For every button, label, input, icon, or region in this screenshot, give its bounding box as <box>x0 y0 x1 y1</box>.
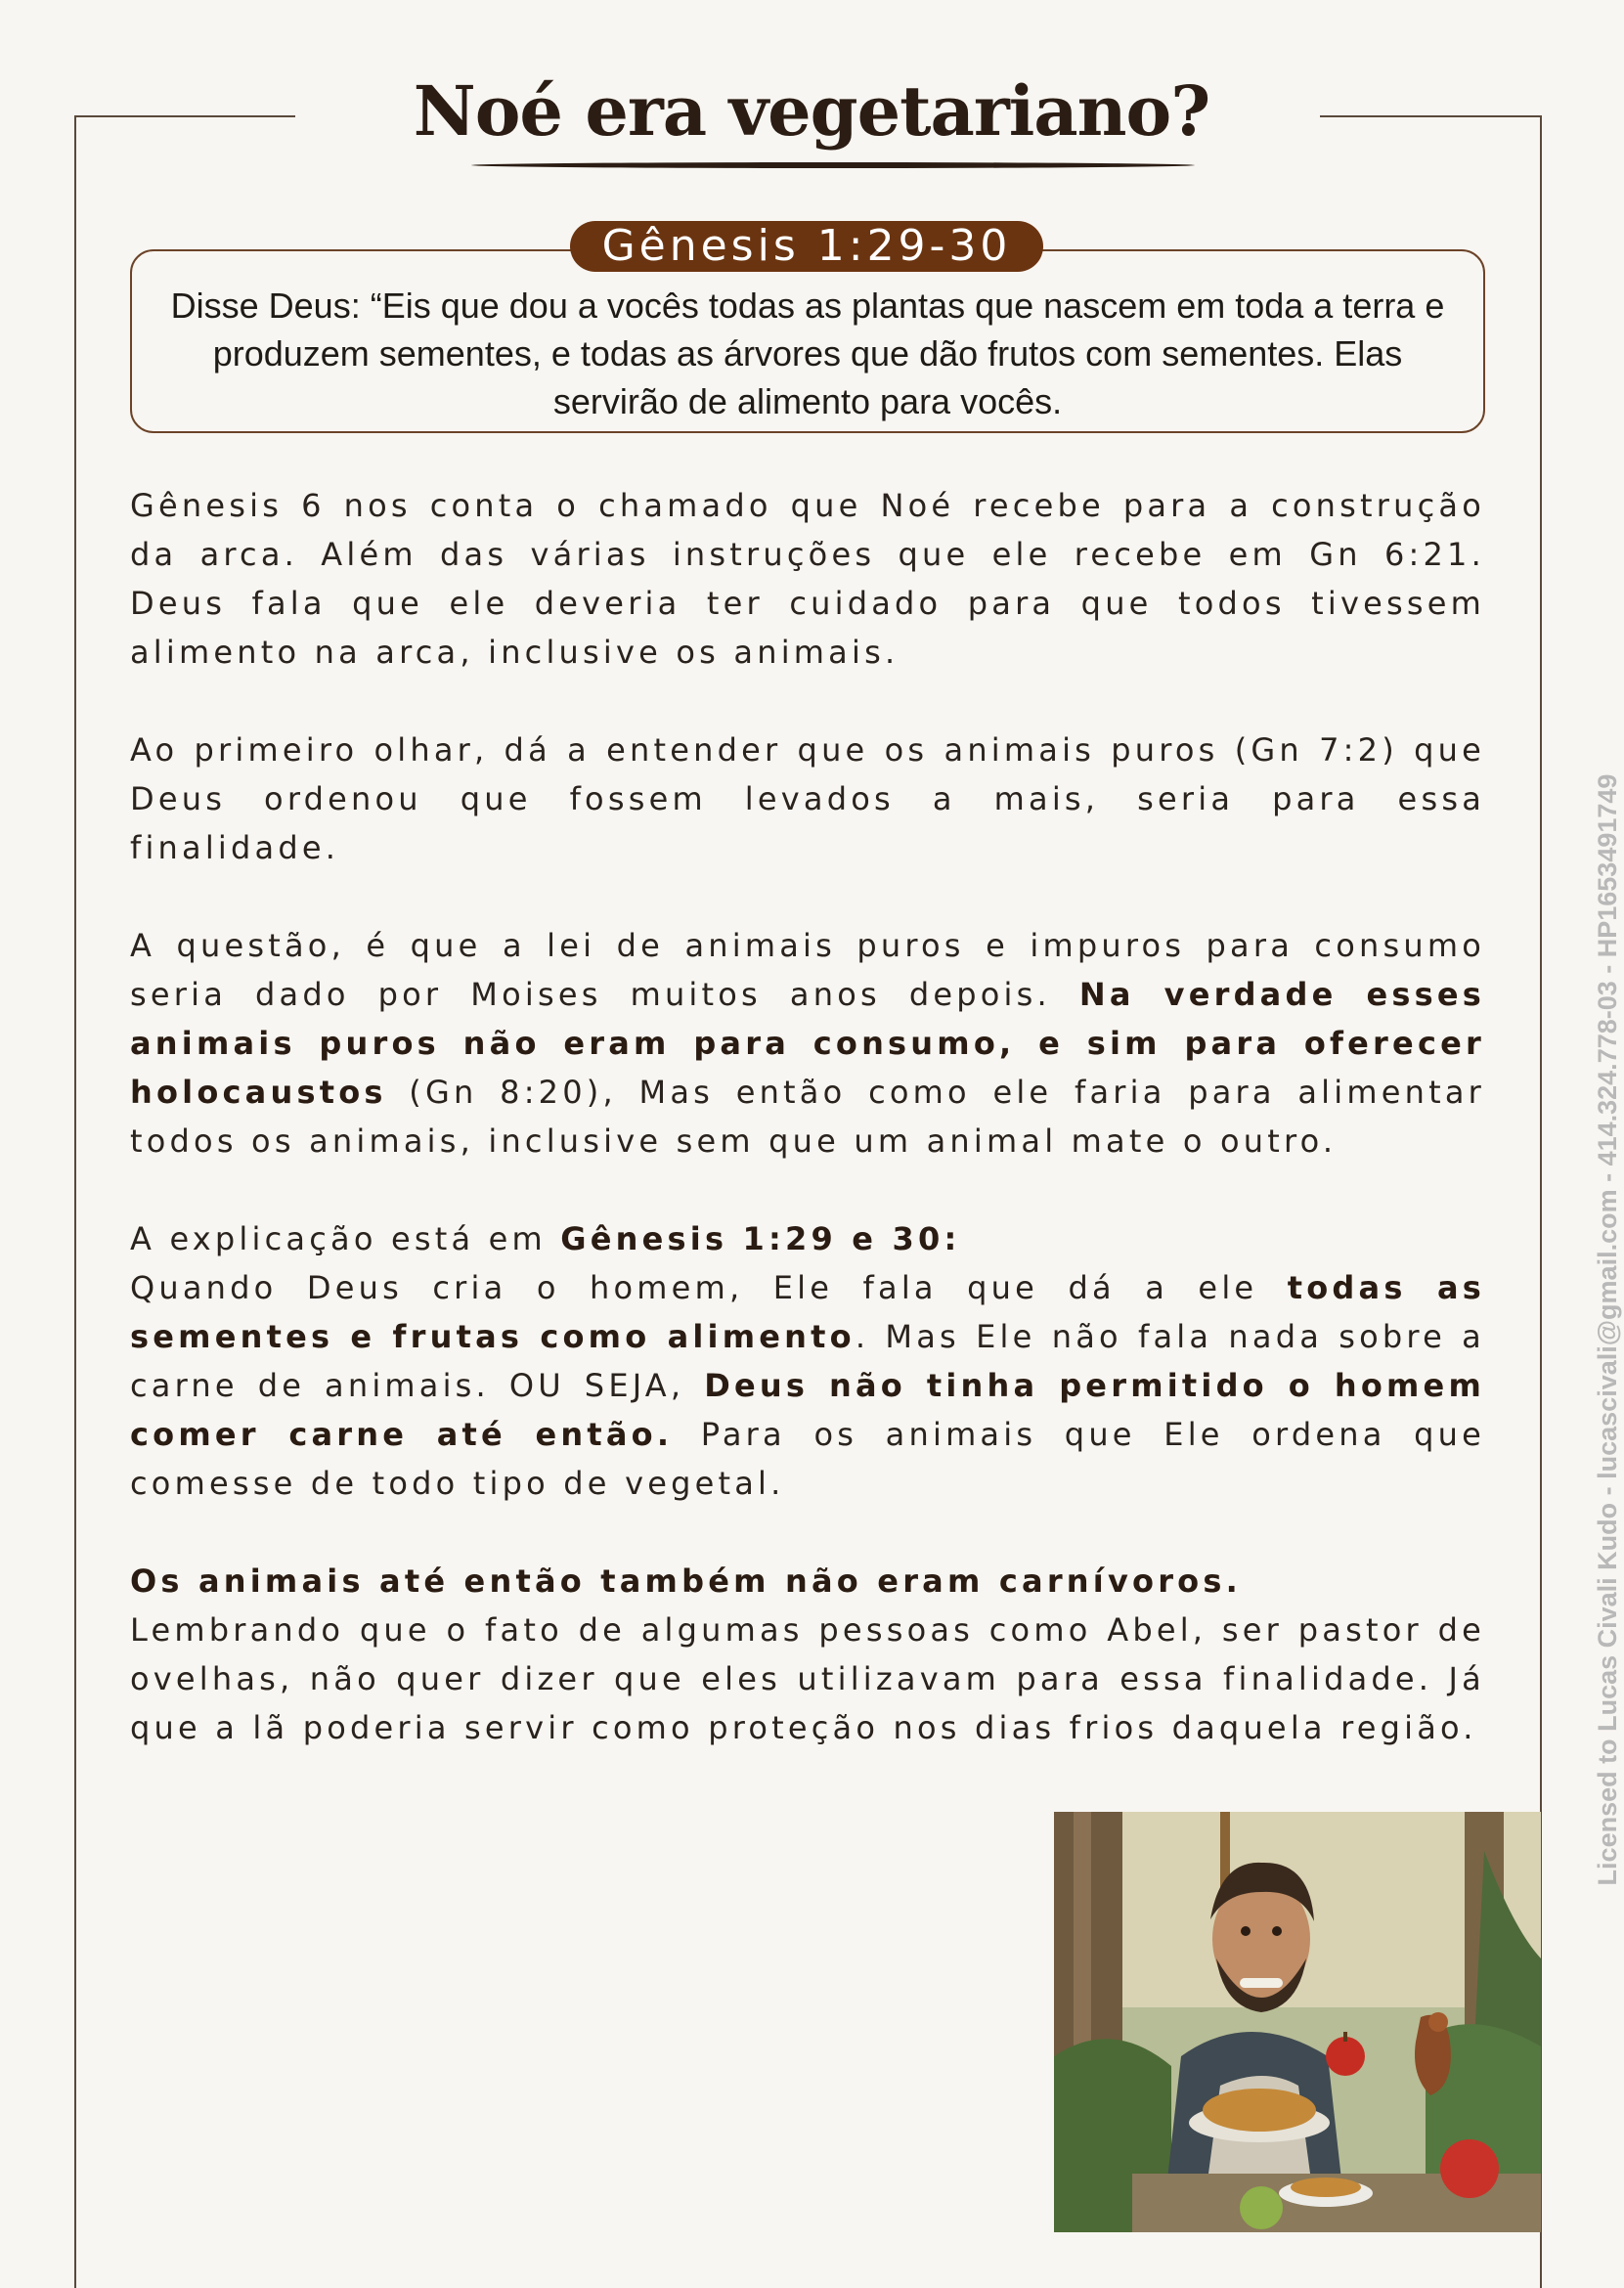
reference-label: Gênesis 1:29-30 <box>570 221 1043 272</box>
paragraph-4 <box>130 1214 1485 1508</box>
paragraph-4-text-e: . Mas Ele não fala nada sobre a carne de animais. OU SEJA, <box>130 1318 1485 1404</box>
reference-quote: Disse Deus: “Eis que dou a vocês todas as plantas que nascem em toda a terra e produzem sementes, e todas as árvores que dão frutos com sementes. Elas servirão de alimento para vocês. <box>170 286 1445 421</box>
paragraph-3 <box>130 921 1485 1166</box>
paragraph-4-emphasis-1: todas as sementes e frutas como alimento <box>130 1269 1485 1355</box>
paragraph-4-text-c: Quando Deus cria o homem, Ele fala que dá a ele <box>130 1269 1288 1306</box>
paragraph-2: Ao primeiro olhar, dá a entender que os animais puros (Gn 7:2) que Deus ordenou que fossem levados a mais, seria para essa finalidade. <box>130 731 1485 866</box>
page-title: Noé era vegetariano? <box>413 70 1210 152</box>
paragraph-3-text-a: A questão, é que a lei de animais puros e impuros para consumo seria dado por Moises muitos anos depois. <box>130 927 1485 1013</box>
paragraph-5 <box>130 1557 1485 1752</box>
paragraph-4-text-g: Para os animais que Ele ordena que comesse de todo tipo de vegetal. <box>130 1416 1486 1502</box>
paragraph-1: Gênesis 6 nos conta o chamado que Noé recebe para a construção da arca. Além das várias instruções que ele recebe em Gn 6:21. Deus fala que ele deveria ter cuidado para que todos tivessem alimento na arca, inclusive os animais. <box>130 487 1485 671</box>
noah-eating-fruit-illustration <box>1054 1812 1541 2232</box>
paragraph-4-body <box>130 1263 1485 1508</box>
paragraph-4-emphasis-2: Deus não tinha permitido o homem comer carne até então. <box>130 1367 1486 1453</box>
paragraph-5-heading <box>130 1557 1485 1606</box>
paragraph-5-body: Lembrando que o fato de algumas pessoas como Abel, ser pastor de ovelhas, não quer dizer que eles utilizavam para essa finalidade. Já que a lã poderia servir como proteção nos dias frios daquela região. <box>130 1611 1485 1746</box>
frame-left-border <box>74 115 76 2288</box>
frame-top-right-border <box>1320 115 1542 117</box>
paragraph-3-text-c: (Gn 8:20), Mas então como ele faria para alimentar todos os animais, inclusive sem que um animal mate o outro. <box>130 1074 1485 1160</box>
paragraph-5-bold: Os animais até então também não eram carnívoros. <box>130 1562 1242 1600</box>
paragraph-4-heading <box>130 1214 1485 1263</box>
paragraph-4-text-a: A explicação está em <box>130 1220 561 1257</box>
paragraph-4-reference: Gênesis 1:29 e 30: <box>560 1220 961 1257</box>
license-watermark: Licensed to Lucas Civali Kudo - lucascivali@gmail.com - 414.324.778-03 - HP1653491749 <box>1593 773 1622 1886</box>
title-underline <box>471 162 1195 168</box>
frame-top-left-border <box>74 115 295 117</box>
paragraph-3-emphasis: Na verdade esses animais puros não eram para consumo, e sim para oferecer holocaustos <box>130 976 1486 1111</box>
